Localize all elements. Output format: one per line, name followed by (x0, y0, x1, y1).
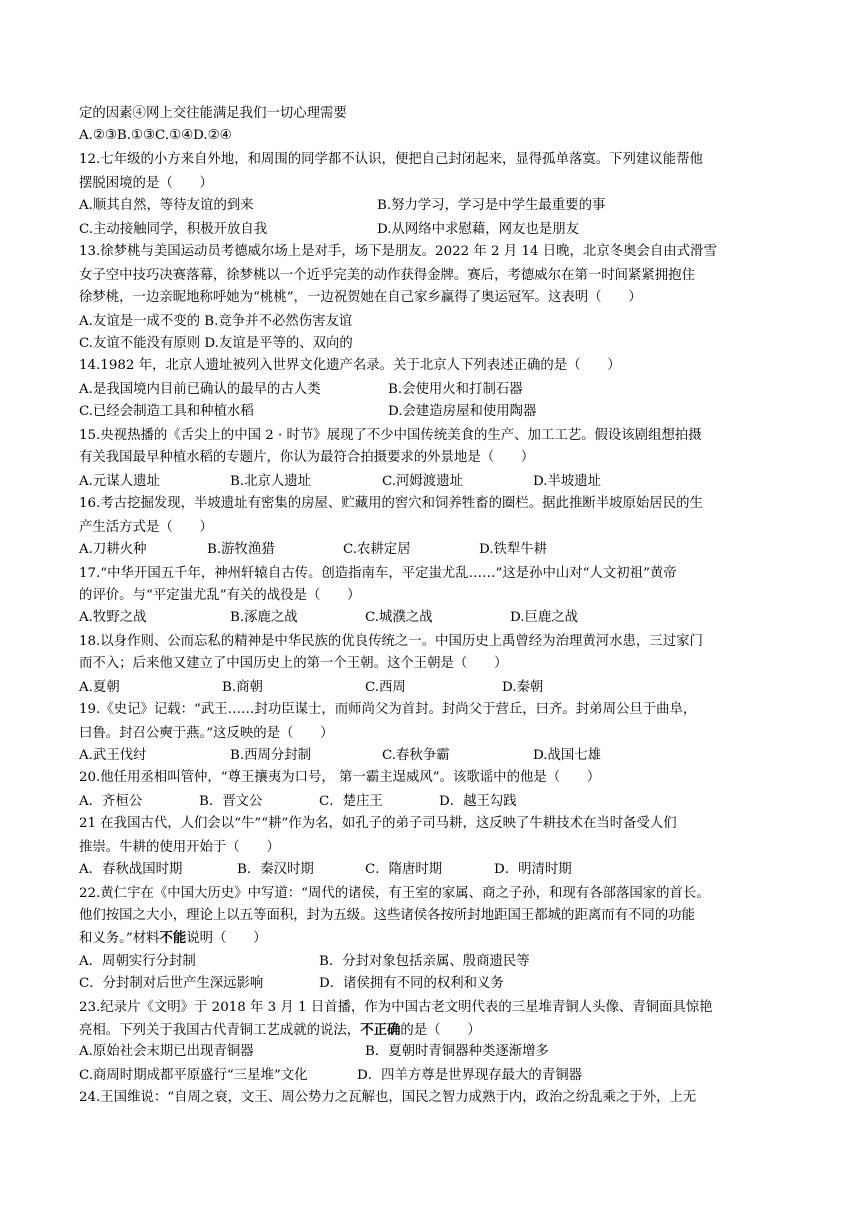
question-23-options-row (79, 1043, 822, 1061)
question-23-options-row (79, 1067, 822, 1085)
option-a: A.刀耕火种 (79, 542, 147, 557)
option-c: C.城濮之战 (365, 610, 433, 625)
option-a: A.原始社会末期已出现青铜器 (79, 1044, 254, 1059)
option-c: C.商周时期成都平原盛行“三星堆”文化 (79, 1068, 308, 1083)
option-a: A.顺其自然，等待友谊的到来 (79, 198, 254, 213)
option-a: A.牧野之战 (79, 610, 147, 625)
option-b: B.商朝 (222, 680, 263, 695)
question-18-stem: 18.以身作则、公而忘私的精神是中华民族的优良传统之一。中国历史上禹曾经为治理黄河水患，三过家门 (79, 634, 703, 649)
question-17-options-row (79, 609, 822, 627)
question-21-stem: 推崇。牛耕的使用开始于（ ） (79, 840, 280, 855)
option-c: C.西周 (365, 680, 406, 695)
question-24-stem: 24.王国维说：“自周之衰，文王、周公势力之瓦解也，国民之智力成熟于内，政治之纷乱乘之于外，上无 (79, 1090, 697, 1105)
option-a: A．齐桓公 (79, 794, 143, 809)
option-d: D.秦朝 (502, 680, 544, 695)
question-22-stem (79, 929, 822, 947)
question-21-stem: 21 在我国古代，人们会以“牛”“耕”作为名，如孔子的弟子司马耕，这反映了牛耕技术在当时备受人们 (79, 816, 677, 831)
option-a: A.夏朝 (79, 680, 120, 695)
question-12-options-row (79, 221, 822, 239)
question-20-stem: 20.他任用丞相叫管仲，“尊王攘夷为口号， 第一霸主逞威风”。该歌谣中的他是（ ） (79, 770, 601, 785)
option-c: C.已经会制造工具和种植水稻 (79, 404, 254, 419)
option-b: B.会使用火和打制石器 (388, 382, 523, 397)
option-d: D.半坡遗址 (533, 474, 602, 489)
question-16-options-row (79, 541, 822, 559)
question-19-options-row (79, 747, 822, 765)
question-22-stem: 他们按国之大小，理论上以五等面积，封为五级。这些诸侯各按所封地距国王都城的距离而有不同的功能 (79, 908, 695, 923)
question-22-stem: 22.黄仁宇在《中国大历史》中写道：“周代的诸侯，有王室的家属、商之子孙，和现有各部落国家的首长。 (79, 886, 710, 901)
option-d: D.铁犁牛耕 (479, 542, 548, 557)
question-15-stem: 15.央视热播的《舌尖上的中国 2 · 时节》展现了不少中国传统美食的生产、加工工艺。假设该剧组想拍摄 (79, 428, 702, 443)
question-19-stem: 曰鲁。封召公奭于燕。”这反映的是（ ） (79, 726, 334, 741)
option-c: C.河姆渡遗址 (382, 474, 463, 489)
question-16-stem: 产生活方式是（ ） (79, 520, 213, 535)
question-13-options-row: A.友谊是一成不变的 B.竞争并不必然伤害友谊 (79, 314, 353, 329)
question-14-options-row (79, 381, 822, 399)
question-13-stem: 13.徐梦桃与美国运动员考德威尔场上是对手，场下是朋友。2022 年 2 月 14 日晚，北京冬奥会自由式滑雪 (79, 244, 717, 259)
question-22-options-row (79, 975, 822, 993)
question-17-stem: 的评价。与“平定蚩尤乱”有关的战役是（ ） (79, 588, 361, 603)
emphasis-text: 不能 (159, 930, 187, 946)
option-b: B．秦汉时期 (237, 862, 314, 877)
option-b: B.北京人遗址 (230, 474, 312, 489)
option-d: D.从网络中求慰藉，网友也是朋友 (377, 222, 579, 237)
option-c: C．隋唐时期 (365, 862, 443, 877)
option-c: C．分封制对后世产生深远影响 (79, 976, 264, 991)
option-c: C.主动接触同学，积极开放自我 (79, 222, 268, 237)
question-17-stem: 17.“中华开国五千年，神州轩辕自古传。创造指南车，平定蚩尤乱……”这是孙中山对“人文初祖”黄帝 (79, 566, 677, 581)
question-20-options-row (79, 793, 822, 811)
option-b: B．夏朝时青铜器种类逐渐增多 (365, 1044, 549, 1059)
option-a: A.元谋人遗址 (79, 474, 160, 489)
question-21-options-row (79, 861, 822, 879)
question-19-stem: 19.《史记》记载：“武王……封功臣谋士，而师尚父为首封。封尚父于营丘，曰齐。封弟周公旦于曲阜， (79, 702, 697, 717)
option-a: A.武王伐纣 (79, 748, 147, 763)
question-15-stem: 有关我国最早种植水稻的专题片，你认为最符合拍摄要求的外景地是（ ） (79, 450, 535, 465)
option-d: D．诸侯拥有不同的权利和义务 (319, 976, 504, 991)
question-16-stem: 16.考古挖掘发现，半坡遗址有密集的房屋、贮藏用的窖穴和饲养牲畜的圈栏。据此推断半坡原始居民的生 (79, 496, 703, 511)
option-b: B.西周分封制 (230, 748, 312, 763)
question-18-options-row (79, 679, 822, 697)
option-b: B．分封对象包括亲属、殷商遗民等 (319, 954, 530, 969)
question-13-options-row: C.友谊不能没有原则 D.友谊是平等的、双向的 (79, 336, 353, 351)
question-13-stem: 女子空中技巧决赛落幕，徐梦桃以一个近乎完美的动作获得金牌。赛后，考德威尔在第一时间紧紧拥抱住 (79, 268, 695, 283)
question-14-options-row (79, 403, 822, 421)
option-d: D．明清时期 (494, 862, 572, 877)
option-b: B．晋文公 (199, 794, 263, 809)
option-b: B.游牧渔猎 (207, 542, 275, 557)
question-13-stem: 徐梦桃，一边亲昵地称呼她为“桃桃”，一边祝贺她在自己家乡赢得了奥运冠军。这表明（ ） (79, 290, 642, 305)
question-22-options-row (79, 953, 822, 971)
option-b: B.涿鹿之战 (230, 610, 298, 625)
question-12-stem: 摆脱困境的是（ ） (79, 176, 213, 191)
question-23-stem: 23.纪录片《文明》于 2018 年 3 月 1 日首播，作为中国古老文明代表的三星堆青铜人头像、青铜面具惊艳 (79, 1000, 713, 1015)
option-d: D．四羊方尊是世界现存最大的青铜器 (357, 1068, 582, 1083)
option-d: D.会建造房屋和使用陶器 (388, 404, 537, 419)
emphasis-text: 不正确 (360, 1022, 401, 1038)
question-12-stem: 12.七年级的小方来自外地，和周围的同学都不认识，便把自己封闭起来，显得孤单落寞。下列建议能帮他 (79, 152, 703, 167)
option-d: D.战国七雄 (533, 748, 602, 763)
question-12-options-row (79, 197, 822, 215)
option-b: B.努力学习，学习是中学生最重要的事 (377, 198, 606, 213)
option-a: A．春秋战国时期 (79, 862, 183, 877)
question-23-stem (79, 1021, 822, 1039)
question-18-stem: 而不入；后来他又建立了中国历史上的第一个王朝。这个王朝是（ ） (79, 656, 508, 671)
option-c: C.春秋争霸 (382, 748, 450, 763)
stem-text: 和义务。”材料 (79, 931, 160, 946)
option-c: C.农耕定居 (343, 542, 411, 557)
option-d: D.巨鹿之战 (510, 610, 579, 625)
option-a: A.是我国境内目前已确认的最早的古人类 (79, 382, 321, 397)
question-14-stem: 14.1982 年，北京人遗址被列入世界文化遗产名录。关于北京人下列表述正确的是（ ） (79, 358, 621, 373)
stem-text: 说明（ ） (186, 931, 267, 946)
text-line: 定的因素④网上交往能满足我们一切心理需要 (79, 106, 347, 121)
stem-text: 亮相。下列关于我国古代青铜工艺成就的说法， (79, 1023, 361, 1038)
text-line: A.②③B.①③C.①④D.②④ (79, 128, 232, 143)
option-c: C．楚庄王 (319, 794, 383, 809)
stem-text: 的是（ ） (400, 1023, 481, 1038)
option-a: A．周朝实行分封制 (79, 954, 196, 969)
question-15-options-row (79, 473, 822, 491)
option-d: D．越王勾践 (439, 794, 517, 809)
